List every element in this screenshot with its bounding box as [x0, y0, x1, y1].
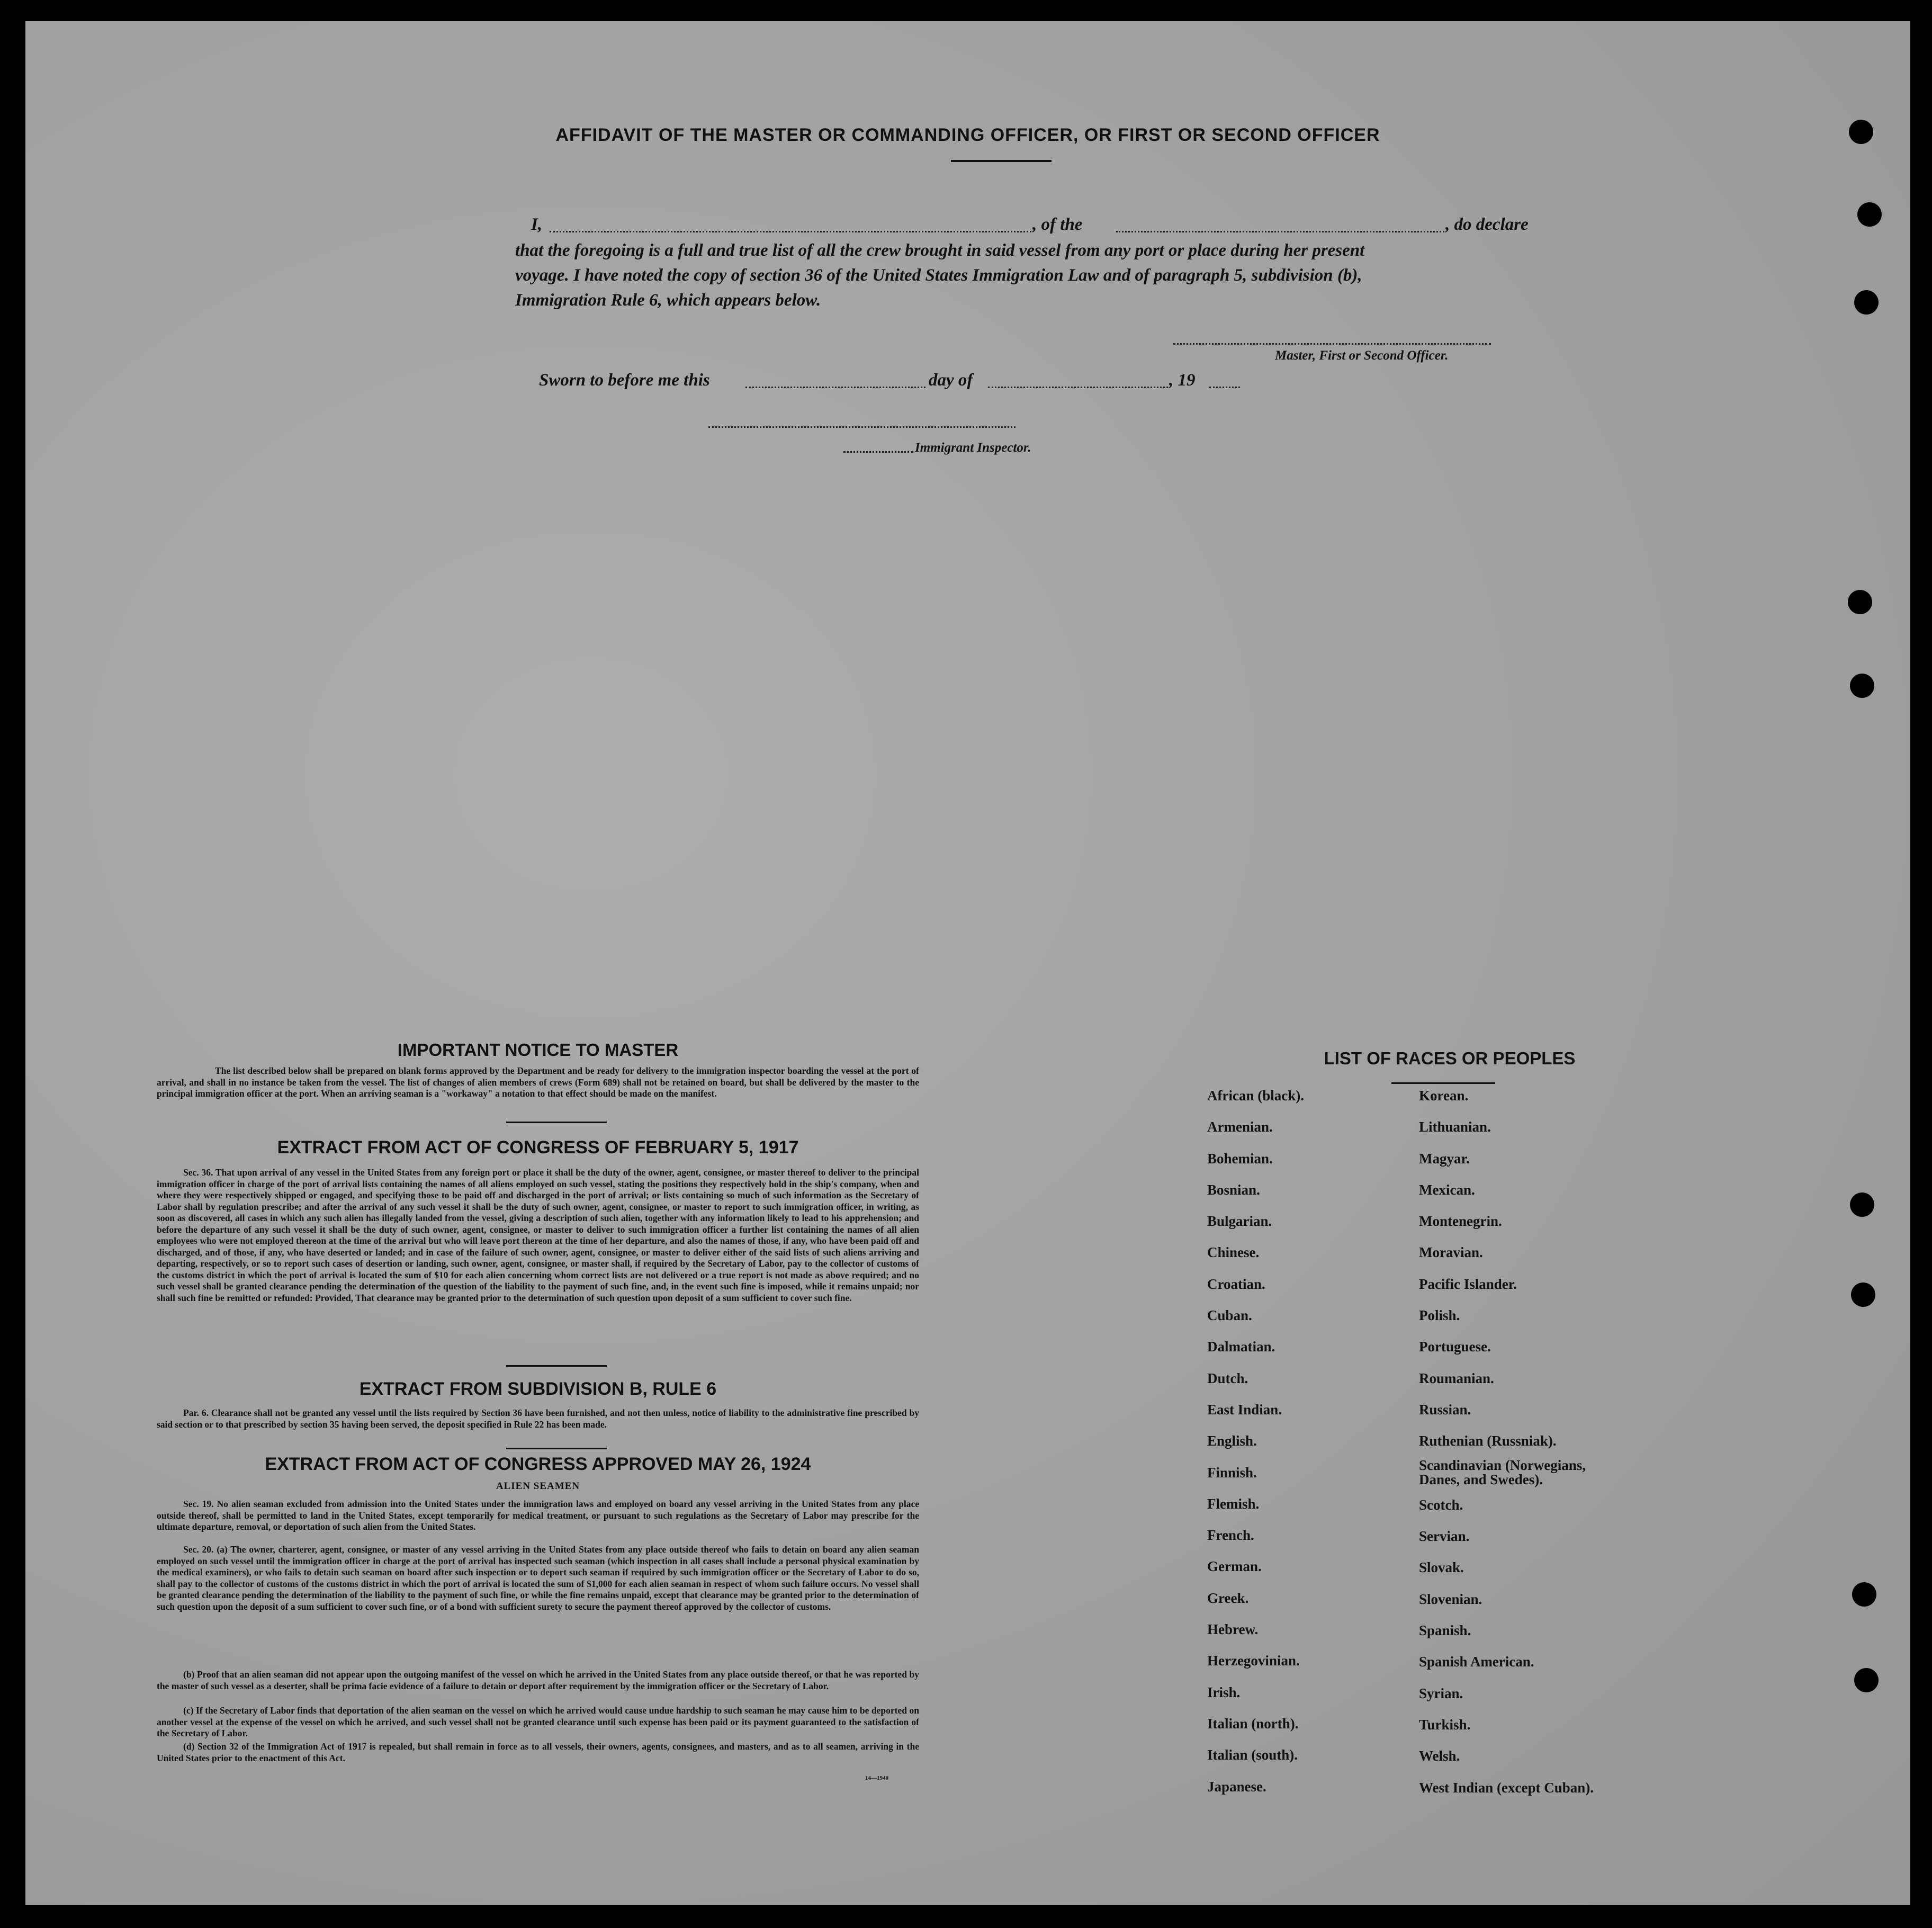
rule6-title: EXTRACT FROM SUBDIVISION B, RULE 6	[359, 1379, 717, 1399]
race-item: Dalmatian.	[1207, 1339, 1275, 1355]
affidavit-title: AFFIDAVIT OF THE MASTER OR COMMANDING OFFICER, OR FIRST OR SECOND OFFICER	[555, 125, 1380, 145]
race-item: Greek.	[1207, 1590, 1249, 1606]
race-item: Bohemian.	[1207, 1150, 1273, 1167]
extract-1917-title: EXTRACT FROM ACT OF CONGRESS OF FEBRUARY 5, 1917	[277, 1137, 799, 1158]
inspector-label-leader	[843, 451, 913, 453]
race-item: Italian (north).	[1207, 1715, 1299, 1732]
notice-title: IMPORTANT NOTICE TO MASTER	[397, 1040, 679, 1060]
race-item: West Indian (except Cuban).	[1419, 1779, 1594, 1796]
race-item: Montenegrin.	[1419, 1213, 1502, 1230]
rule6-rule	[506, 1448, 607, 1449]
inspector-signature-line[interactable]	[708, 426, 1016, 428]
race-item: Dutch.	[1207, 1370, 1248, 1386]
notice-body: The list described below shall be prepared on blank forms approved by the Department and be ready for delivery to the immigration inspector boarding the vessel at the port of arrival, and shall in no instance be taken from the vessel. The list of changes of alien members of crews (Form 689) shall not be retained on board, but shall be delivered by the master to the principal immigration officer at the port. When an arriving seaman is a "workaway" a notation to that effect should be made on the manifest.	[157, 1065, 919, 1099]
name-blank[interactable]	[550, 231, 1031, 232]
punch-hole	[1851, 1283, 1875, 1307]
race-item: Welsh.	[1419, 1748, 1460, 1764]
race-item: Portuguese.	[1419, 1339, 1491, 1355]
notice-rule	[506, 1122, 607, 1123]
day-of-label: day of	[929, 371, 973, 390]
race-item: Chinese.	[1207, 1244, 1260, 1261]
race-item: Flemish.	[1207, 1495, 1260, 1512]
race-item: Irish.	[1207, 1684, 1241, 1700]
race-item: Pacific Islander.	[1419, 1276, 1517, 1292]
document-page	[25, 21, 1910, 1905]
race-item: Bulgarian.	[1207, 1213, 1272, 1230]
of-the-label: , of the	[1032, 215, 1083, 234]
form-number: 14—1940	[865, 1775, 888, 1781]
title-rule	[951, 160, 1052, 162]
rule6-body: Par. 6. Clearance shall not be granted any vessel until the lists required by Section 36 have been furnished, and not then unless, notice of liability to the administrative fine prescribed by said section or to that prescribed by section 35 having been served, the deposit specified in Rule 22 has been made.	[157, 1407, 919, 1430]
race-item: Servian.	[1419, 1528, 1470, 1545]
i-label: I,	[531, 215, 543, 234]
race-item: Slovenian.	[1419, 1591, 1482, 1607]
sec-20d: (d) Section 32 of the Immigration Act of 1917 is repealed, but shall remain in force as to all vessels, their owners, agents, consignees, and masters, and as to all seamen, arriving in the United States prior to the enactment of this Act.	[157, 1741, 919, 1763]
race-item: Turkish.	[1419, 1716, 1471, 1733]
race-item: Scandinavian (Norwegians, Danes, and Swedes).	[1419, 1457, 1586, 1487]
sworn-month-blank[interactable]	[988, 387, 1168, 388]
race-item: Mexican.	[1419, 1181, 1475, 1198]
alien-seamen-subtitle: ALIEN SEAMEN	[496, 1481, 580, 1492]
races-right-column	[1419, 1080, 1647, 1804]
punch-hole	[1854, 290, 1879, 315]
sec-20b: (b) Proof that an alien seaman did not appear upon the outgoing manifest of the vessel on which he arrived in the United States from any place outside thereof, or that he was reported by the master of such vessel as a deserter, shall be prima facie evidence of a failure to detain or deport after requirement by the immigration officer or the Secretary of Labor.	[157, 1669, 919, 1691]
punch-hole	[1850, 674, 1874, 698]
race-item: Moravian.	[1419, 1244, 1483, 1261]
races-title: LIST OF RACES OR PEOPLES	[1324, 1048, 1576, 1068]
punch-hole	[1849, 120, 1873, 144]
affidavit-line-4: Immigration Rule 6, which appears below.	[515, 291, 821, 310]
race-item: Magyar.	[1419, 1150, 1470, 1167]
sec-20c: (c) If the Secretary of Labor finds that deportation of the alien seaman on the vessel on which he arrived would cause undue hardship to such seaman he may cause him to be deported on another vessel at the expense of the vessel on which he arrived, and such vessel shall not be granted clearance until such expense has been paid or its payment guaranteed to the satisfaction of the Secretary of Labor.	[157, 1705, 919, 1738]
race-item: East Indian.	[1207, 1401, 1282, 1418]
race-item: Italian (south).	[1207, 1747, 1298, 1763]
race-item: Bosnian.	[1207, 1181, 1260, 1198]
punch-hole	[1848, 590, 1872, 614]
race-item: Korean.	[1419, 1088, 1469, 1104]
races-left-column	[1207, 1080, 1304, 1803]
race-item: African (black).	[1207, 1088, 1304, 1104]
extract-1924-title: EXTRACT FROM ACT OF CONGRESS APPROVED MAY 26, 1924	[265, 1454, 811, 1474]
race-item: Syrian.	[1419, 1685, 1463, 1701]
sworn-day-blank[interactable]	[745, 387, 925, 388]
race-item: Russian.	[1419, 1401, 1471, 1418]
sec-20a: Sec. 20. (a) The owner, charterer, agent, consignee, or master of any vessel arriving in the United States from any place outside thereof who fails to detain on board any alien seaman employed on such vessel until the immigration officer in charge at the port of arrival has inspected such seaman (which inspection in all cases shall include a personal physical examination by the medical examiners), or who fails to detain such seaman on board after such inspection or to deport such seaman if required by such immigration officer or the Secretary of Labor to do so, shall pay to the collector of customs of the customs district in which the port of arrival is located the sum of $1,000 for each alien seaman in respect of whom such failure occurs. No vessel shall be granted clearance pending the determination of the liability to the payment of such fine, or while the fine remains unpaid, except that clearance may be granted prior to the determination of such question upon the deposit of a sum sufficient to cover such fine, or of a bond with sufficient surety to secure the payment thereof approved by the collector of customs.	[157, 1544, 919, 1612]
race-item: Finnish.	[1207, 1464, 1257, 1481]
master-signature-line[interactable]	[1173, 343, 1491, 345]
race-item: Slovak.	[1419, 1559, 1464, 1576]
extract-1917-rule	[506, 1365, 607, 1367]
race-item: Spanish American.	[1419, 1654, 1534, 1670]
race-item: Armenian.	[1207, 1119, 1273, 1135]
extract-1917-body: Sec. 36. That upon arrival of any vessel in the United States from any foreign port or place it shall be the duty of the owner, agent, consignee, or master thereof to deliver to the principal immigration officer in charge of the port of arrival lists containing the names of all aliens employed on such vessel, stating the positions they respectively hold in the ship's company, when and where they were respectively shipped or engaged, and specifying those to be paid off and discharged in the port of arrival; or lists containing so much of such information as the Secretary of Labor shall by regulation prescribe; and after the arrival of any such vessel it shall be the duty of such owner, agent, consignee, or master to report to such immigration officer, in writing, as soon as discovered, all cases in which any such alien has illegally landed from the vessel, giving a description of such alien, together with any information likely to lead to his apprehension; and before the departure of any such vessel it shall be the duty of such owner, agent, consignee, or master to deliver to such immigration officer a further list containing the names of all alien employees who were not employed thereon at the time of the arrival but who will leave port thereon at the time of her departure, and also the names of those, if any, who have been paid off and discharged, and of those, if any, who have deserted or landed; and in case of the failure of such owner, agent, consignee, or master to deliver either of the said lists of such aliens arriving and departing, respectively, or so to report such cases of desertion or landing, such owner, agent, consignee, or master shall, if required by the Secretary of Labor, pay to the collector of customs of the customs district in which the port of arrival is located the sum of $10 for each alien concerning whom correct lists are not delivered or a true report is not made as above required; and no such vessel shall be granted clearance pending the determination of the question of the liability to the payment of such fine, and, in the event such fine is imposed, while it remains unpaid; nor shall such fine be remitted or refunded: Provided, That clearance may be granted prior to the determination of such question upon deposit of a sum sufficient to cover such fine.	[157, 1167, 919, 1303]
race-item: Roumanian.	[1419, 1370, 1494, 1386]
race-item: Croatian.	[1207, 1276, 1265, 1292]
punch-hole	[1857, 202, 1882, 227]
race-item: Spanish.	[1419, 1622, 1471, 1639]
year-label: , 19	[1169, 371, 1196, 390]
sworn-label: Sworn to before me this	[539, 371, 710, 390]
race-item: Cuban.	[1207, 1307, 1252, 1324]
master-signature-label: Master, First or Second Officer.	[1275, 348, 1449, 363]
punch-hole	[1850, 1192, 1874, 1217]
race-item: Japanese.	[1207, 1778, 1266, 1795]
race-item: Scotch.	[1419, 1496, 1463, 1513]
race-item: Herzegovinian.	[1207, 1653, 1300, 1669]
race-item: English.	[1207, 1433, 1257, 1449]
race-item: Ruthenian (Russniak).	[1419, 1433, 1557, 1449]
vessel-blank[interactable]	[1116, 231, 1444, 232]
affidavit-line-3: voyage. I have noted the copy of section 36 of the United States Immigration Law and of paragraph 5, subdivision (b),	[515, 266, 1362, 285]
punch-hole	[1854, 1668, 1879, 1692]
race-item: French.	[1207, 1527, 1254, 1544]
race-item: German.	[1207, 1558, 1262, 1575]
do-declare-label: , do declare	[1445, 215, 1529, 234]
sec-19: Sec. 19. No alien seaman excluded from admission into the United States under the immigration laws and employed on board any vessel arriving in the United States from any place outside thereof, shall be permitted to land in the United States, except temporarily for medical treatment, or pursuant to such regulations as the Secretary of Labor may prescribe for the ultimate departure, removal, or deportation of such alien from the United States.	[157, 1499, 919, 1532]
punch-hole	[1852, 1582, 1876, 1607]
race-item: Hebrew.	[1207, 1621, 1259, 1638]
inspector-signature-label: Immigrant Inspector.	[915, 441, 1031, 455]
affidavit-line-2: that the foregoing is a full and true list of all the crew brought in said vessel from any port or place during her present	[515, 241, 1365, 260]
race-item: Lithuanian.	[1419, 1119, 1491, 1135]
year-blank[interactable]	[1209, 387, 1240, 388]
race-item: Polish.	[1419, 1307, 1460, 1324]
